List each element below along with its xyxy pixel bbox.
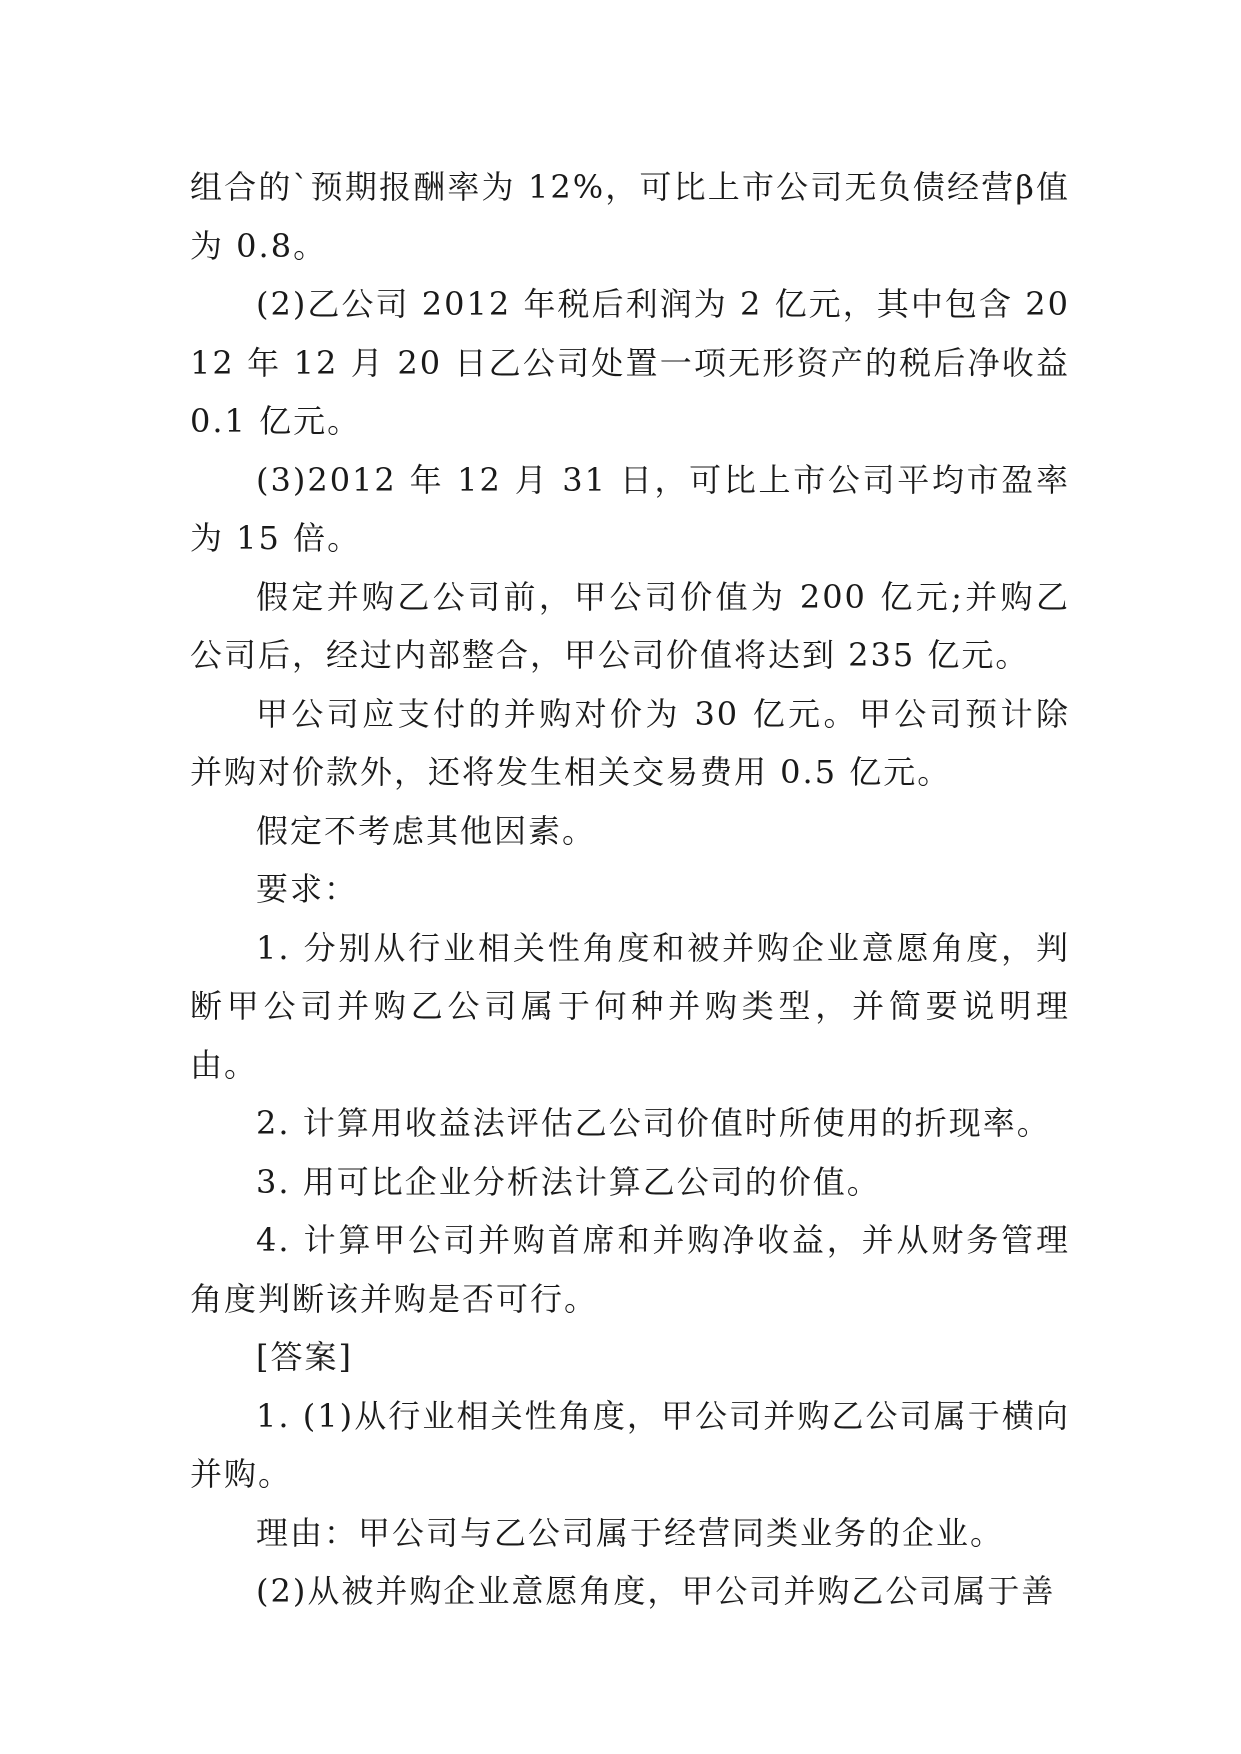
paragraph-answer-1-2: (2)从被并购企业意愿角度，甲公司并购乙公司属于善 — [256, 1572, 1056, 1610]
paragraph-requirements-heading: 要求： — [256, 870, 359, 908]
paragraph-requirement-4: 4. 计算甲公司并购首席和并购净收益，并从财务管理角度判断该并购是否可行。 — [190, 1221, 1070, 1318]
paragraph-requirement-1: 1. 分别从行业相关性角度和被并购企业意愿角度，判断甲公司并购乙公司属于何种并购类型，并简要说明理由。 — [190, 928, 1070, 1084]
paragraph-item-2: (2)乙公司 2012 年税后利润为 2 亿元，其中包含 2012 年 12 月 20 日乙公司处置一项无形资产的税后净收益 0.1 亿元。 — [190, 285, 1070, 440]
paragraph-requirement-2: 2. 计算用收益法评估乙公司价值时所使用的折现率。 — [256, 1104, 1051, 1142]
paragraph-continuation: 组合的`预期报酬率为 12%，可比上市公司无负债经营β值为 0.8。 — [190, 168, 1070, 265]
paragraph-answer-heading: [答案] — [256, 1338, 353, 1376]
document-body — [190, 158, 1070, 1621]
paragraph-requirement-3: 3. 用可比企业分析法计算乙公司的价值。 — [256, 1162, 881, 1201]
paragraph-assumption-value: 假定并购乙公司前，甲公司价值为 200 亿元;并购乙公司后，经过内部整合，甲公司价值将达到 235 亿元。 — [190, 577, 1070, 674]
paragraph-consideration: 甲公司应支付的并购对价为 30 亿元。甲公司预计除并购对价款外，还将发生相关交易费用 0.5 亿元。 — [190, 694, 1070, 791]
paragraph-answer-1-1: 1. (1)从行业相关性角度，甲公司并购乙公司属于横向并购。 — [190, 1396, 1070, 1493]
paragraph-item-3: (3)2012 年 12 月 31 日，可比上市公司平均市盈率为 15 倍。 — [190, 460, 1070, 557]
paragraph-assumption-other: 假定不考虑其他因素。 — [256, 811, 597, 850]
paragraph-answer-reason: 理由：甲公司与乙公司属于经营同类业务的企业。 — [256, 1513, 1005, 1552]
